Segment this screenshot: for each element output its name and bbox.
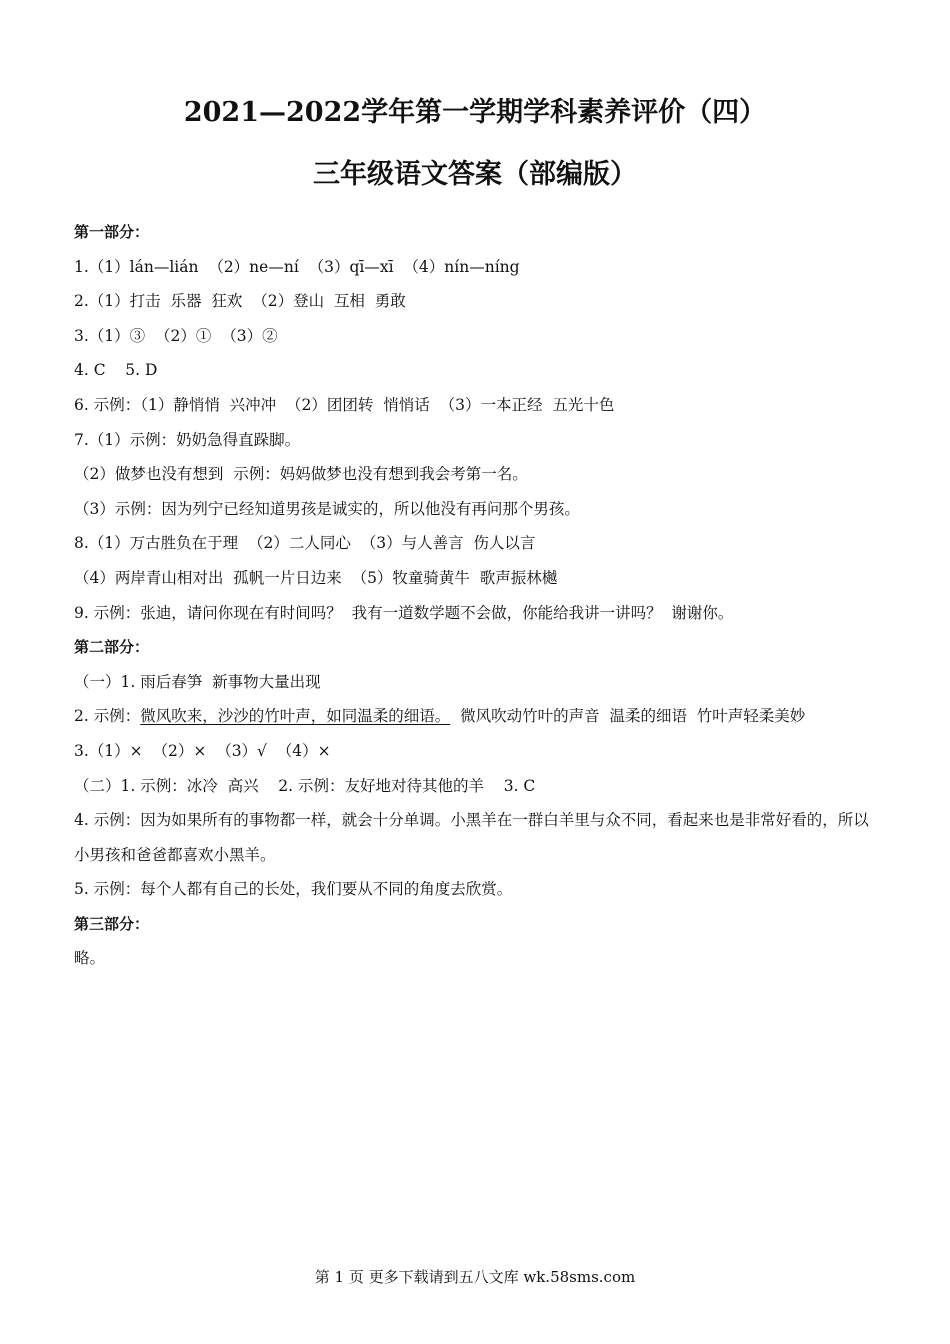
- answer-line: 5. 示例：每个人都有自己的长处，我们要从不同的角度去欣赏。: [74, 880, 513, 899]
- answer-line: （二）1. 示例：冰冷 高兴 2. 示例：友好地对待其他的羊 3. C: [74, 776, 536, 795]
- answer-line: 9. 示例：张迪，请问你现在有时间吗？ 我有一道数学题不会做，你能给我讲一讲吗？ 谢谢你。: [74, 603, 734, 622]
- document-subtitle: 三年级语文答案（部编版）: [313, 159, 637, 190]
- answer-line: （2）做梦也没有想到 示例：妈妈做梦也没有想到我会考第一名。: [74, 465, 528, 484]
- answer-line: 1.（1）lán—lián （2）ne—ní （3）qī—xī （4）nín—níng: [74, 257, 520, 276]
- answer-line: （一）1. 雨后春笋 新事物大量出现: [74, 672, 321, 691]
- underlined-answer: 微风吹来，沙沙的竹叶声，如同温柔的细语。: [140, 707, 451, 726]
- answer-line: 2.（1）打击 乐器 狂欢 （2）登山 互相 勇敢: [74, 292, 406, 311]
- answer-line: （4）两岸青山相对出 孤帆一片日边来 （5）牧童骑黄牛 歌声振林樾: [74, 568, 558, 587]
- answer-line: 3.（1）× （2）× （3）√ （4）×: [74, 741, 331, 760]
- part2-heading: 第二部分：: [74, 638, 150, 657]
- answer-line: （3）示例：因为列宁已经知道男孩是诚实的，所以他没有再问那个男孩。: [74, 499, 580, 518]
- answer-line: 4. C 5. D: [74, 361, 158, 380]
- answer-line: 3.（1）③ （2）① （3）②: [74, 326, 278, 345]
- part1-heading: 第一部分：: [74, 223, 150, 241]
- answer-content: [74, 215, 884, 976]
- answer-line: [74, 699, 884, 734]
- answer-text: 微风吹动竹叶的声音 温柔的细语 竹叶声轻柔美妙: [450, 707, 806, 726]
- answer-prefix: 2. 示例：: [74, 707, 141, 726]
- answer-line: 略。: [74, 949, 106, 968]
- page-footer: 第 1 页 更多下载请到五八文库 wk.58sms.com: [314, 1268, 636, 1286]
- answer-line: 4. 示例：因为如果所有的事物都一样，就会十分单调。小黑羊在一群白羊里与众不同，看起来也是非常好看的，所以小男孩和爸爸都喜欢小黑羊。: [74, 811, 869, 864]
- answer-line: 6. 示例：（1）静悄悄 兴冲冲 （2）团团转 悄悄话 （3）一本正经 五光十色: [74, 395, 615, 414]
- answer-line: 7.（1）示例：奶奶急得直跺脚。: [74, 430, 301, 449]
- answer-line: 8.（1）万古胜负在于理 （2）二人同心 （3）与人善言 伤人以言: [74, 534, 536, 553]
- document-title: 2021—2022学年第一学期学科素养评价（四）: [183, 97, 767, 128]
- part3-heading: 第三部分：: [74, 914, 150, 933]
